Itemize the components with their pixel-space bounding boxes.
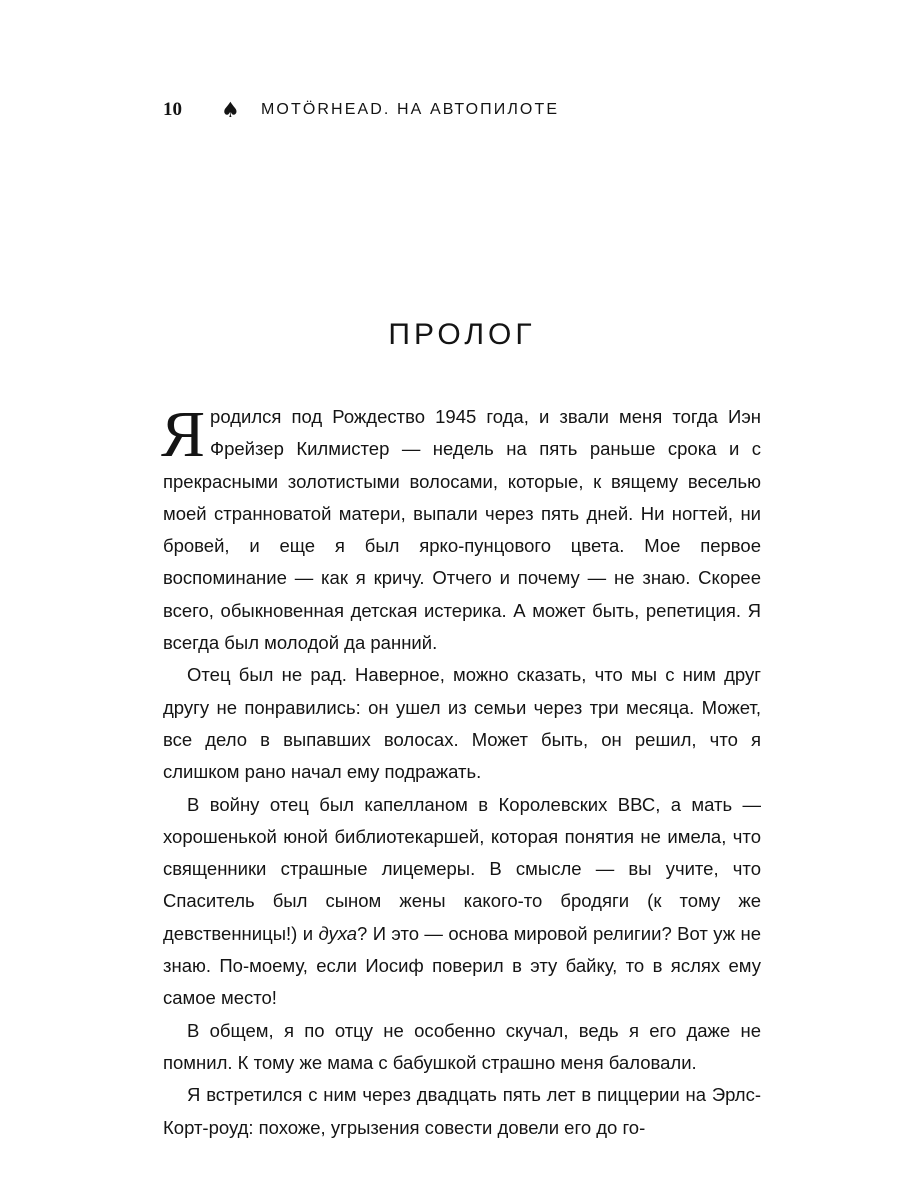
- paragraph-3: [163, 789, 761, 1015]
- book-title: MOTÖRHEAD. НА АВТОПИЛОТЕ: [261, 101, 560, 118]
- body-text: [161, 398, 761, 1144]
- paragraph-2: Отец был не рад. Наверное, можно сказать, что мы с ним друг другу не понравились: он ушел из семьи через три месяца. Может, все дело в выпавших волосах. Может быть, он решил, что я слишком рано начал ему подражать.: [163, 664, 761, 783]
- spade-icon: ♠: [221, 97, 240, 122]
- paragraph-3-italic: духа: [318, 922, 358, 944]
- paragraph-5: Я встретился с ним через двадцать пять лет в пиццерии на Эрлс-Корт-роуд: похоже, угрызения совести довели его до го-: [163, 1084, 761, 1138]
- page-number: 10: [163, 99, 182, 120]
- paragraph-4: В общем, я по отцу не особенно скучал, ведь я его даже не помнил. К тому же мама с бабушкой страшно меня баловали.: [163, 1019, 761, 1073]
- paragraph-1-text: родился под Рождество 1945 года, и звали меня тогда Иэн Фрейзер Килмистер — недель на пять раньше срока и с прекрасными золотистыми волосами, которые, к вящему веселью моей странноватой матери, выпали через пять дней. Ни ногтей, ни бровей, и еще я был ярко-пунцового цвета. Мое первое воспоминание — как я кричу. Отчего и почему — не знаю. Скорее всего, обыкновенная детская истерика. А может быть, репетиция. Я всегда был молодой да ранний.: [163, 406, 761, 654]
- paragraph-3-text-a: В войну отец был капелланом в Королевских ВВС, а мать — хорошенькой юной библиотекаршей, которая понятия не имела, что священники страшные лицемеры. В смысле — вы учите, что Спаситель был сыном жены какого-то бродяги (к тому же девственницы!) и: [163, 793, 761, 944]
- running-head: [163, 97, 559, 123]
- paragraph-1: [161, 398, 761, 659]
- paragraph-3-text-b: ? И это — основа мировой религии? Вот уж не знаю. По-моему, если Иосиф поверил в эту байку, то в яслях ему самое место!: [163, 922, 761, 1009]
- chapter-title: ПРОЛОГ: [388, 318, 536, 351]
- drop-cap: Я: [161, 398, 206, 471]
